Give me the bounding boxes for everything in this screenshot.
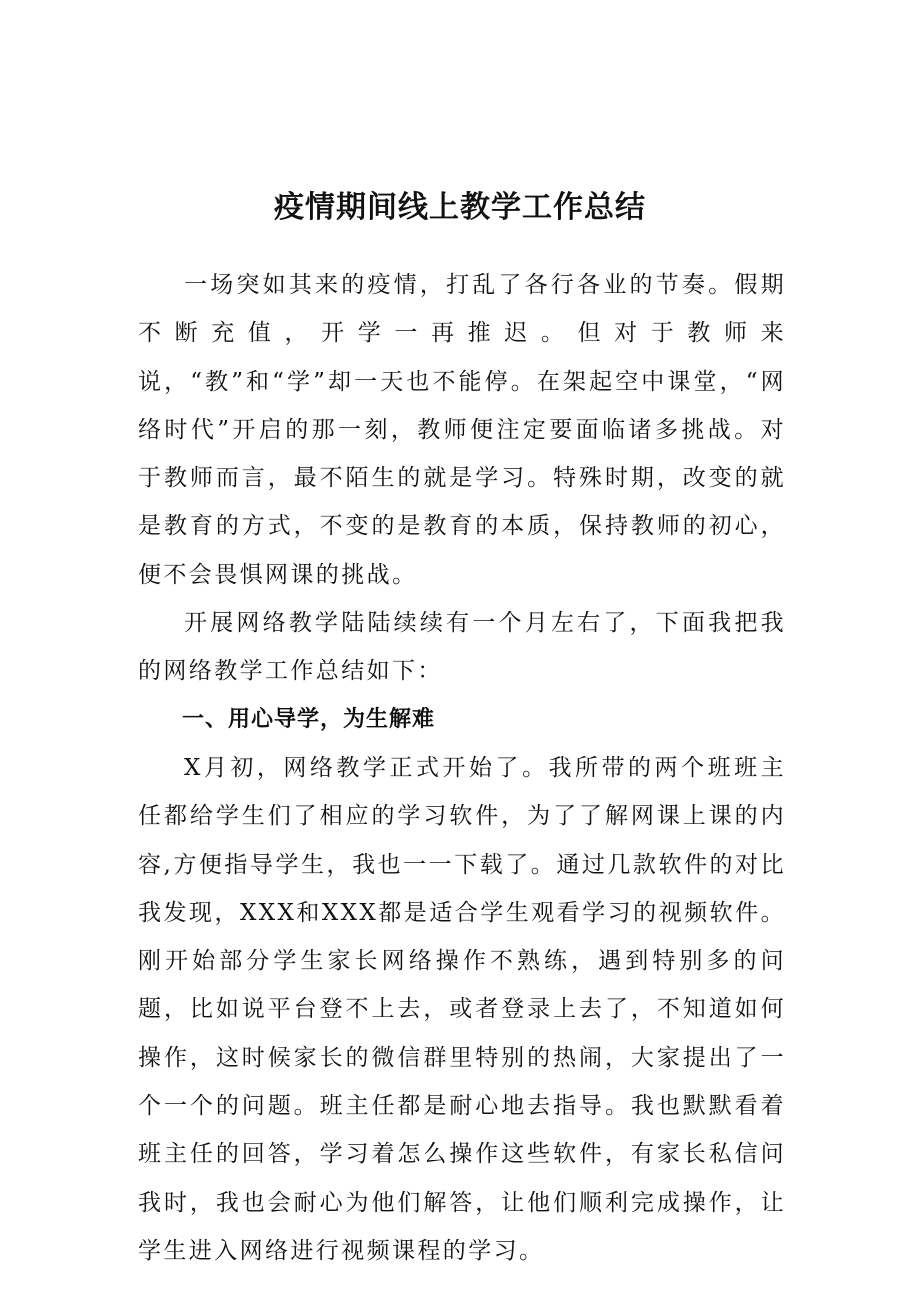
document-body	[138, 261, 786, 1275]
section-paragraph: X月初，网络教学正式开始了。我所带的两个班班主任都给学生们了相应的学习软件，为了了解网课上课的内容,方便指导学生，我也一一下载了。通过几款软件的对比我发现，XXX和XXX都是适合学生观看学习的视频软件。刚开始部分学生家长网络操作不熟练，遇到特别多的问题，比如说平台登不上去，或者登录上去了，不知道如何操作，这时候家长的微信群里特别的热闹，大家提出了一个一个的问题。班主任都是耐心地去指导。我也默默看着班主任的回答，学习着怎么操作这些软件，有家长私信问我时，我也会耐心为他们解答，让他们顺利完成操作，让学生进入网络进行视频课程的学习。	[138, 754, 786, 1264]
summary-lead-paragraph: 开展网络教学陆陆续续有一个月左右了，下面我把我的网络教学工作总结如下：	[138, 610, 786, 685]
section-heading: 一、用心导学，为生解难	[182, 706, 436, 732]
document-title: 疫情期间线上教学工作总结	[274, 190, 646, 226]
intro-paragraph: 一场突如其来的疫情，打乱了各行各业的节奏。假期不断充值，开学一再推迟。但对于教师来说，“教”和“学”却一天也不能停。在架起空中课堂，“网络时代”开启的那一刻，教师便注定要面临诸多挑战。对于教师而言，最不陌生的就是学习。特殊时期，改变的就是教育的方式，不变的是教育的本质，保持教师的初心，便不会畏惧网课的挑战。	[138, 272, 786, 588]
